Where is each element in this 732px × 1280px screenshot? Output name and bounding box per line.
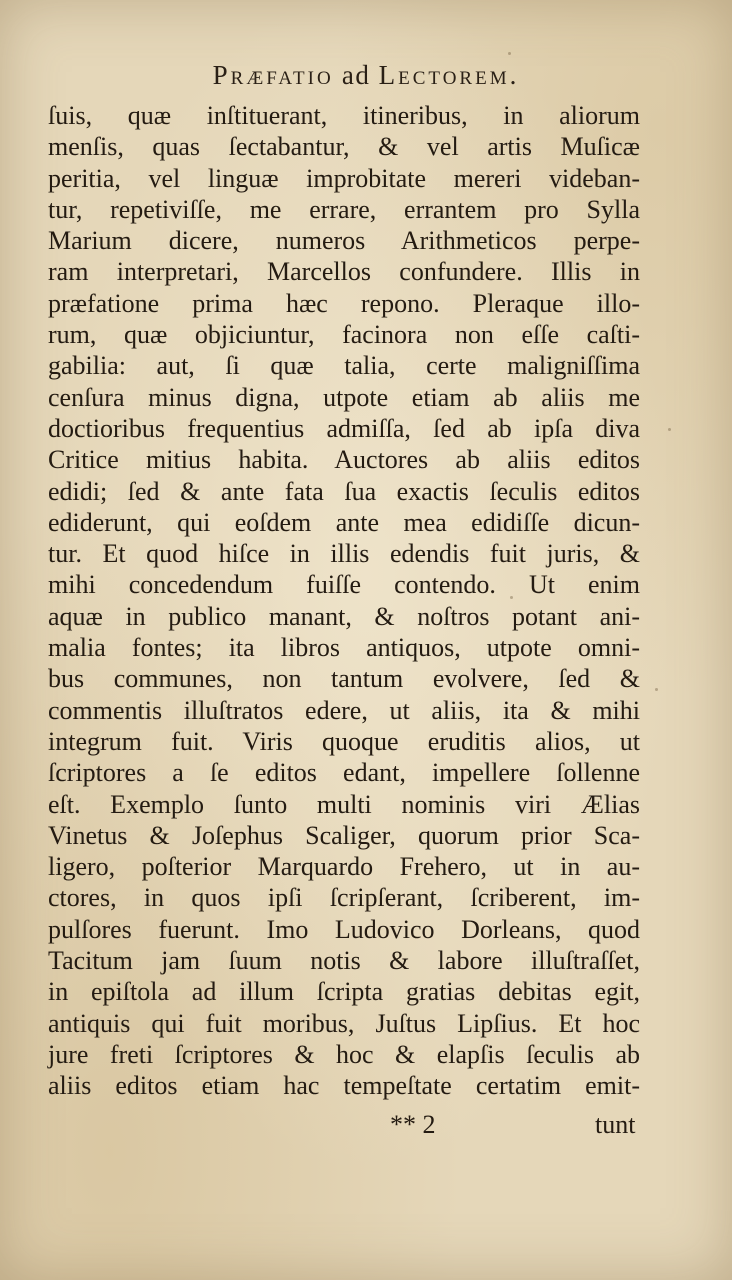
text-line: malia fontes; ita libros antiquos, utpote omni- [48,633,640,663]
text-line: tur, repetiviſſe, me errare, errantem pro Sylla [48,194,640,224]
text-line: ram interpretari, Marcellos confundere. Illis in [48,257,640,287]
text-line: aliis editos etiam hac tempeſtate certatim emit- [48,1071,640,1101]
text-line: ligero, poſterior Marquardo Frehero, ut in au- [48,852,640,882]
text-line: jure freti ſcriptores & hoc & elapſis ſeculis ab [48,1039,640,1069]
running-head [0,60,732,91]
running-head-ad: ad [333,60,379,90]
running-head-lectorem: Lectorem. [378,60,520,90]
text-line: cenſura minus digna, utpote etiam ab aliis me [48,382,640,412]
catchword: tunt [595,1110,636,1139]
text-line: rum, quæ objiciuntur, facinora non eſſe caſti- [48,320,640,350]
text-line: tur. Et quod hiſce in illis edendis fuit juris, & [48,539,640,569]
signature-mark: ** 2 [390,1110,436,1139]
text-line: Marium dicere, numeros Arithmeticos perpe- [48,226,640,256]
paper-fleck [668,428,671,431]
text-line: ſcriptores a ſe editos edant, impellere ſollenne [48,758,640,788]
text-line: edidi; ſed & ante fata ſua exactis ſeculis editos [48,476,640,506]
text-line: gabilia: aut, ſi quæ talia, certe maligniſſima [48,351,640,381]
paper-fleck [510,596,513,599]
text-line: in epiſtola ad illum ſcripta gratias debitas egit, [48,977,640,1007]
text-line: integrum fuit. Viris quoque eruditis alios, ut [48,726,640,756]
text-line: doctioribus frequentius admiſſa, ſed ab ipſa diva [48,413,640,443]
text-line: antiquis qui fuit moribus, Juſtus Lipſius. Et hoc [48,1008,640,1038]
text-line: pulſores fuerunt. Imo Ludovico Dorleans, quod [48,914,640,944]
text-line: mihi concedendum fuiſſe contendo. Ut enim [48,570,640,600]
text-line: commentis illuſtratos edere, ut aliis, ita & mihi [48,695,640,725]
text-line: Critice mitius habita. Auctores ab aliis editos [48,445,640,475]
text-line: aquæ in publico manant, & noſtros potant ani- [48,601,640,631]
text-line: eſt. Exemplo ſunto multi nominis viri Ælias [48,789,640,819]
text-line: bus communes, non tantum evolvere, ſed & [48,664,640,694]
text-line: peritia, vel linguæ improbitate mereri videban- [48,163,640,193]
text-line: Tacitum jam ſuum notis & labore illuſtraſſet, [48,946,640,976]
text-line: Vinetus & Joſephus Scaliger, quorum prior Sca- [48,820,640,850]
text-line: ſuis, quæ inſtituerant, itineribus, in aliorum [48,101,640,130]
text-line: menſis, quas ſectabantur, & vel artis Muſicæ [48,132,640,162]
paper-fleck [508,52,511,55]
text-line: ediderunt, qui eoſdem ante mea edidiſſe dicun- [48,507,640,537]
paper-fleck [655,688,658,691]
text-line: præfatione prima hæc repono. Pleraque illo- [48,288,640,318]
text-line: ctores, in quos ipſi ſcripſerant, ſcriberent, im- [48,883,640,913]
running-head-praefatio: Præfatio [212,60,334,90]
body-text [48,100,640,1102]
